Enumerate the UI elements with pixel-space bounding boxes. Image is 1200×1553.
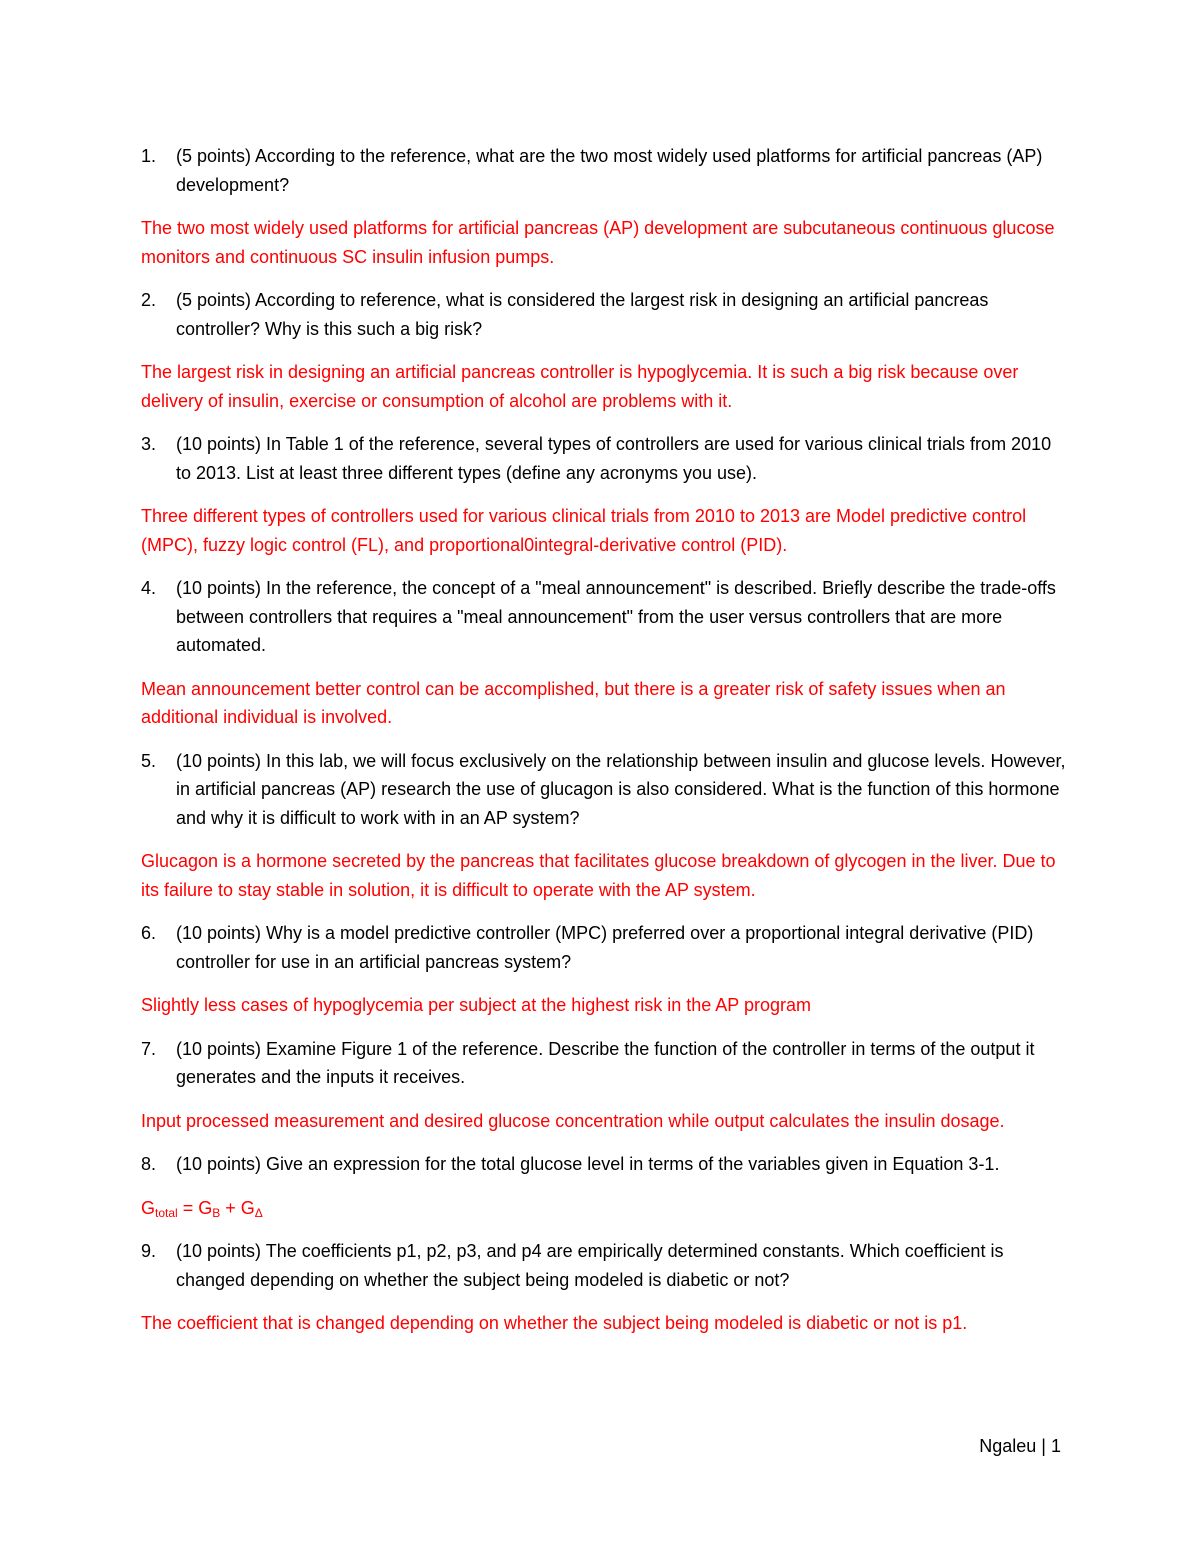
page-footer: Ngaleu | 1 (979, 1436, 1061, 1456)
answer-1: The two most widely used platforms for artificial pancreas (AP) development are subcutaneous continuous glucose monitors and continuous SC insulin infusion pumps. (141, 218, 1055, 267)
question-text: (10 points) Why is a model predictive controller (MPC) preferred over a proportional integral derivative (PID) controller for use in an artificial pancreas system? (176, 923, 1034, 972)
question-9 (141, 1237, 1066, 1294)
question-number: 2. (141, 290, 157, 310)
answer-8-equation (141, 1194, 1066, 1223)
answer-5: Glucagon is a hormone secreted by the pancreas that facilitates glucose breakdown of glycogen in the liver. Due to its failure to stay stable in solution, it is difficult to operate with the AP system. (141, 851, 1056, 900)
question-2 (141, 286, 1066, 343)
question-number: 4. (141, 578, 157, 598)
question-5 (141, 747, 1066, 833)
question-text: (10 points) In this lab, we will focus exclusively on the relationship between insulin and glucose levels. However, in artificial pancreas (AP) research the use of glucagon is also considered. What is the function of this hormone and why it is difficult to work with in an AP system? (176, 750, 1066, 828)
answer-4: Mean announcement better control can be accomplished, but there is a greater risk of safety issues when an additional individual is involved. (141, 678, 1006, 727)
question-4 (141, 574, 1066, 660)
question-text: (10 points) In Table 1 of the reference, several types of controllers are used for various clinical trials from 2010 to 2013. List at least three different types (define any acronyms you use). (176, 434, 1052, 483)
question-number: 7. (141, 1038, 157, 1059)
question-number: 8. (141, 1154, 157, 1174)
question-number: 9. (141, 1241, 157, 1261)
question-8 (141, 1150, 1066, 1179)
answer-6: Slightly less cases of hypoglycemia per subject at the highest risk in the AP program (141, 995, 812, 1015)
question-text: (5 points) According to the reference, what are the two most widely used platforms for artificial pancreas (AP) development? (176, 146, 1043, 195)
answer-9: The coefficient that is changed depending on whether the subject being modeled is diabetic or not is p1. (141, 1313, 968, 1333)
question-text: (10 points) The coefficients p1, p2, p3, and p4 are empirically determined constants. Which coefficient is changed depending on whether the subject being modeled is diabetic or not? (176, 1241, 1004, 1290)
question-3 (141, 430, 1066, 487)
answer-3: Three different types of controllers used for various clinical trials from 2010 to 2013 are Model predictive control (MPC), fuzzy logic control (FL), and proportional0integral-derivative control (PID). (141, 506, 1027, 555)
answer-2: The largest risk in designing an artificial pancreas controller is hypoglycemia. It is such a big risk because over delivery of insulin, exercise or consumption of alcohol are problems with it. (141, 362, 1019, 411)
question-number: 5. (141, 750, 157, 771)
answer-7: Input processed measurement and desired glucose concentration while output calculates the insulin dosage. (141, 1110, 1005, 1131)
equation-sub-total: total (155, 1205, 178, 1220)
equation-g: G (141, 1197, 156, 1218)
question-text: (10 points) Examine Figure 1 of the reference. Describe the function of the controller in terms of the output it generates and the inputs it receives. (176, 1038, 1035, 1087)
question-6 (141, 919, 1066, 976)
question-1 (141, 142, 1066, 199)
document-body (141, 142, 1066, 1353)
question-number: 6. (141, 923, 157, 943)
question-text: (5 points) According to reference, what is considered the largest risk in designing an artificial pancreas controller? Why is this such a big risk? (176, 290, 989, 339)
equation-sub-b: B (212, 1205, 221, 1220)
equation-plus: + G (220, 1197, 255, 1218)
equation-equals: = G (177, 1197, 213, 1218)
question-text: (10 points) In the reference, the concept of a "meal announcement" is described. Briefly describe the trade-offs between controllers that requires a "meal announcement" from the user versus controllers that are more automated. (176, 578, 1056, 655)
question-7 (141, 1035, 1066, 1092)
equation-sub-delta: Δ (254, 1205, 263, 1220)
question-number: 1. (141, 146, 157, 166)
question-number: 3. (141, 434, 157, 454)
question-text: (10 points) Give an expression for the total glucose level in terms of the variables given in Equation 3-1. (176, 1154, 1000, 1174)
